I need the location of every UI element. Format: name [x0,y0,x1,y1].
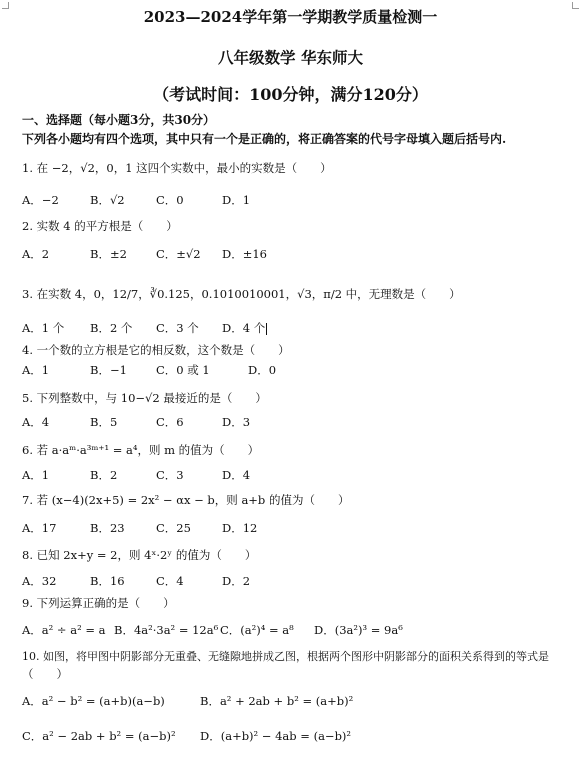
option-a[interactable]: A．4 [22,415,50,429]
option-a[interactable]: A．−2 [22,193,59,207]
option-a[interactable]: A．17 [22,521,57,535]
question-4-stem: 4. 一个数的立方根是它的相反数，这个数是（ ） [22,343,290,357]
question-9-stem: 9. 下列运算正确的是（ ） [22,596,175,610]
exam-subtitle: 八年级数学 华东师大 [218,48,363,67]
question-3-stem: 3. 在实数 4，0，12/7，∛0.125，0.1010010001，√3，π/2 中，无理数是（ ） [22,287,461,301]
exam-title: 2023—2024学年第一学期教学质量检测一 [143,8,438,26]
option-d[interactable]: D．±16 [222,247,267,261]
exam-info: （考试时间：100分钟，满分120分） [153,85,428,104]
option-b[interactable]: B．±2 [90,247,127,261]
option-d[interactable]: D．3 [222,415,251,429]
text-cursor [266,323,267,335]
question-10-stem-cont: （ ） [22,667,68,681]
question-5-stem: 5. 下列整数中，与 10−√2 最接近的是（ ） [22,391,267,405]
question-2-stem: 2. 实数 4 的平方根是（ ） [22,219,178,233]
option-a[interactable]: A．1 [22,363,50,377]
option-c[interactable]: C．0 [156,193,184,207]
option-b[interactable]: B．4a²·3a² = 12a⁶ [114,623,219,637]
option-c[interactable]: C．a² − 2ab + b² = (a−b)² [22,729,176,743]
option-a[interactable]: A．1 [22,468,50,482]
option-d[interactable]: D．12 [222,521,258,535]
question-8-stem: 8. 已知 2x+y = 2，则 4ˣ·2ʸ 的值为（ ） [22,548,257,562]
option-b[interactable]: B．23 [90,521,125,535]
section-instruction: 下列各小题均有四个选项，其中只有一个是正确的，将正确答案的代号字母填入题后括号内. [22,132,507,146]
question-10-stem: 10. 如图，将甲图中阴影部分无重叠、无缝隙地拼成乙图，根据两个图形中阴影部分的面积关系得到的等式是 [22,650,549,663]
option-d[interactable]: D．1 [222,193,251,207]
section-heading: 一、选择题（每小题3分，共30分） [22,113,216,127]
option-a[interactable]: A．1 个 [22,321,65,335]
option-b[interactable]: B．2 个 [90,321,133,335]
option-a[interactable]: A．32 [22,574,57,588]
option-b[interactable]: B．2 [90,468,118,482]
option-d[interactable]: D．(3a²)³ = 9a⁶ [314,623,403,637]
option-c[interactable]: C．0 或 1 [156,363,210,377]
question-1-stem: 1. 在 −2，√2，0，1 这四个实数中，最小的实数是（ ） [22,161,332,175]
option-b[interactable]: B．−1 [90,363,127,377]
option-d[interactable]: D．2 [222,574,251,588]
option-d[interactable]: D．(a+b)² − 4ab = (a−b)² [200,729,352,743]
question-7-stem: 7. 若 (x−4)(2x+5) = 2x² − αx − b，则 a+b 的值为（ ） [22,493,350,507]
option-b[interactable]: B．16 [90,574,125,588]
option-a[interactable]: A．a² ÷ a² = a [22,623,106,637]
option-b[interactable]: B．a² + 2ab + b² = (a+b)² [200,694,354,708]
option-b[interactable]: B．√2 [90,193,125,207]
question-6-stem: 6. 若 a·aᵐ·a³ᵐ⁺¹ = a⁴，则 m 的值为（ ） [22,443,260,457]
option-d[interactable]: D．4 [222,468,251,482]
option-c[interactable]: C．25 [156,521,191,535]
option-c[interactable]: C．±√2 [156,247,201,261]
option-c[interactable]: C．6 [156,415,184,429]
option-c[interactable]: C．3 [156,468,184,482]
option-a[interactable]: A．a² − b² = (a+b)(a−b) [22,694,165,708]
option-d[interactable]: D．0 [248,363,277,377]
option-a[interactable]: A．2 [22,247,50,261]
option-c[interactable]: C．(a²)⁴ = a⁸ [220,623,294,637]
option-c[interactable]: C．4 [156,574,184,588]
option-c[interactable]: C．3 个 [156,321,199,335]
option-d[interactable] [222,320,267,336]
option-b[interactable]: B．5 [90,415,118,429]
option-d-text: D．4 个 [222,321,266,335]
